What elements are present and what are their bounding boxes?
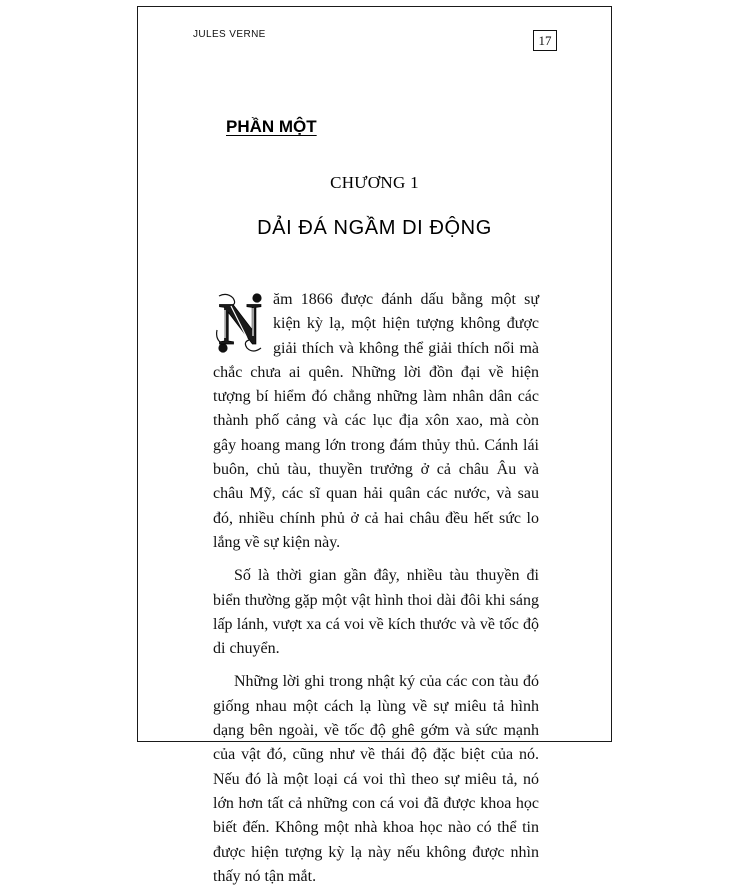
drop-cap-letter: N bbox=[218, 291, 262, 356]
part-title: PHẦN MỘT bbox=[226, 117, 317, 136]
ornamental-drop-cap bbox=[213, 290, 267, 356]
book-page bbox=[137, 6, 612, 885]
paragraph-1-text: ăm 1866 được đánh dấu bằng một sự kiện kỳ lạ, một hiện tượng không được giải thích và không thể giải thích nổi mà chắc chưa ai quên. Những lời đồn đại về hiện tượng bí hiểm đó chẳng những làm nhân dân các thành phố cảng và các lục địa xôn xao, mà còn gây hoang mang lớn trong đám thủy thủ. Cánh lái buôn, chủ tàu, thuyền trưởng ở cả châu Âu và châu Mỹ, các sĩ quan hải quân các nước, và sau đó, nhiều chính phủ ở cả hai châu đều hết sức lo lắng về sự kiện này. bbox=[213, 291, 539, 551]
paragraph-2: Số là thời gian gần đây, nhiều tàu thuyền đi biển thường gặp một vật hình thoi dài đôi khi sáng lấp lánh, vượt xa cá voi về kích thước và về tốc độ di chuyển. bbox=[213, 567, 539, 658]
body-text bbox=[213, 288, 539, 889]
paragraph-1 bbox=[213, 288, 539, 555]
page-number-box: 17 bbox=[533, 30, 557, 51]
paragraph-3: Những lời ghi trong nhật ký của các con tàu đó giống nhau một cách lạ lùng về sự miêu tả hình dạng bên ngoài, về tốc độ ghê gớm và sức mạnh của vật đó, cũng như về thái độ đặc biệt của nó. Nếu đó là một loại cá voi thì theo sự miêu tả, nó lớn hơn tất cả những con cá voi đã được khoa học biết đến. Không một nhà khoa học nào có thể tin được hiện tượng kỳ lạ này nếu không được nhìn thấy nó tận mắt. bbox=[213, 673, 539, 885]
chapter-subtitle: DẢI ĐÁ NGẦM DI ĐỘNG bbox=[257, 217, 492, 239]
running-head-author: JULES VERNE bbox=[193, 29, 266, 40]
chapter-title: CHƯƠNG 1 bbox=[330, 173, 419, 192]
